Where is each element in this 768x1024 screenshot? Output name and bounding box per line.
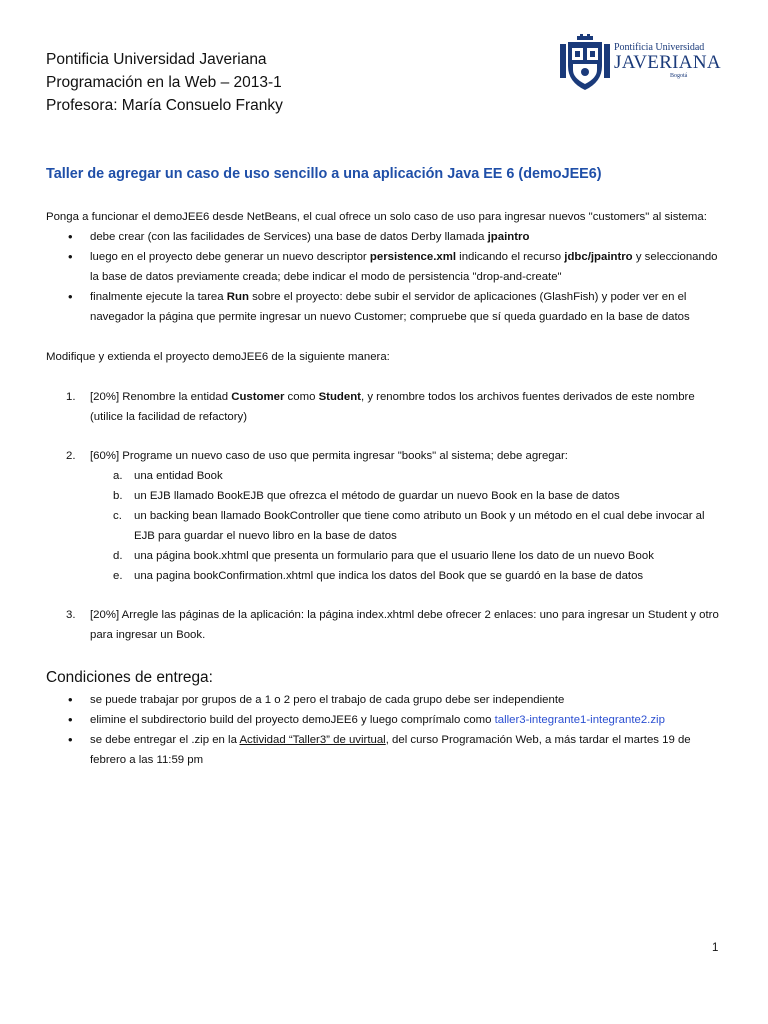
document-body (46, 207, 726, 770)
university-logo (558, 34, 728, 94)
conditions-heading: Condiciones de entrega: (46, 669, 213, 686)
intro-paragraph: Ponga a funcionar el demoJEE6 desde NetBeans, el cual ofrece un solo caso de uso para ingresar nuevos "customers" al sistema: (46, 211, 707, 223)
subtask-item: a. una entidad Book (113, 470, 223, 482)
subtask-item: c. un backing bean llamado BookController que tiene como atributo un Book y un método en el cual debe invocar al EJB para guardar el nuevo libro en la base de datos (113, 510, 705, 542)
conditions-list (46, 690, 726, 770)
subtask-item: b. un EJB llamado BookEJB que ofrezca el método de guardar un nuevo Book en la base de datos (113, 490, 620, 502)
task-list (46, 387, 726, 645)
zip-filename-link[interactable]: taller3-integrante1-integrante2.zip (494, 714, 665, 726)
document-header (46, 48, 516, 117)
intro-bullet: • debe crear (con las facilidades de Services) una base de datos Derby llamada jpaintro (46, 227, 726, 247)
condition-item: • elimine el subdirectorio build del proyecto demoJEE6 y luego comprímalo como taller3-integrante1-integrante2.zip (46, 710, 726, 730)
task-item: 3. [20%] Arregle las páginas de la aplicación: la página index.xhtml debe ofrecer 2 enlaces: uno para ingresar un Student y otro para ingresar un Book. (66, 609, 719, 641)
intro-bullet: • luego en el proyecto debe generar un nuevo descriptor persistence.xml indicando el recurso jdbc/jpaintro y seleccionando la base de datos previamente creada; debe indicar el modo de persistencia "drop-and-create" (46, 247, 726, 287)
header-course: Programación en la Web – 2013-1 (46, 74, 282, 91)
subtask-list (90, 466, 726, 586)
logo-text-line2: JAVERIANA (614, 52, 721, 73)
subtask-item: d. una página book.xhtml que presenta un formulario para que el usuario llene los dato de un nuevo Book (113, 550, 654, 562)
page-number: 1 (712, 942, 719, 954)
task-item: 1. [20%] Renombre la entidad Customer como Student, y renombre todos los archivos fuentes derivados de este nombre (utilice la facilidad de refactory) (66, 391, 695, 423)
header-professor: Profesora: María Consuelo Franky (46, 97, 283, 114)
condition-item: • se puede trabajar por grupos de a 1 o 2 pero el trabajo de cada grupo debe ser independiente (46, 690, 726, 710)
intro-bullet-list (46, 227, 726, 327)
crest-icon (558, 34, 612, 92)
subtask-item: e. una pagina bookConfirmation.xhtml que indica los datos del Book que se guardó en la base de datos (113, 570, 644, 582)
intro-bullet: • finalmente ejecute la tarea Run sobre el proyecto: debe subir el servidor de aplicaciones (GlashFish) y poder ver en el navegador la página que permite ingresar un nuevo Customer; compruebe que sí queda guardado en la base de datos (46, 287, 726, 327)
activity-link[interactable]: Actividad “Taller3” de uvirtual (239, 734, 386, 746)
task-item: 2. [60%] Programe un nuevo caso de uso que permita ingresar "books" al sistema; debe agregar: a. una entidad Book b. un EJB llamado BookEJB que ofrezca el método de guardar un nuevo Book en la base de datos c. un backing bean llamado BookController que tiene como atributo un Book y un método en el cual debe invocar al EJB para guardar el nuevo libro en la base de datos d. una página book.xhtml que presenta un formulario para que el usuario llene los dato de un nuevo Book e. una pagina bookConfirmation.xhtml que indica los datos del Book que se guardó en la base de datos (46, 446, 726, 586)
modify-paragraph: Modifique y extienda el proyecto demoJEE6 de la siguiente manera: (46, 351, 390, 363)
logo-text-line1: Pontificia Universidad (614, 42, 705, 53)
document-title: Taller de agregar un caso de uso sencillo a una aplicación Java EE 6 (demoJEE6) (46, 166, 602, 182)
header-university: Pontificia Universidad Javeriana (46, 51, 267, 68)
logo-text-line3: Bogotá (670, 73, 688, 79)
condition-item: • se debe entregar el .zip en la Actividad “Taller3” de uvirtual, del curso Programación Web, a más tardar el martes 19 de febrero a las 11:59 pm (46, 730, 726, 770)
